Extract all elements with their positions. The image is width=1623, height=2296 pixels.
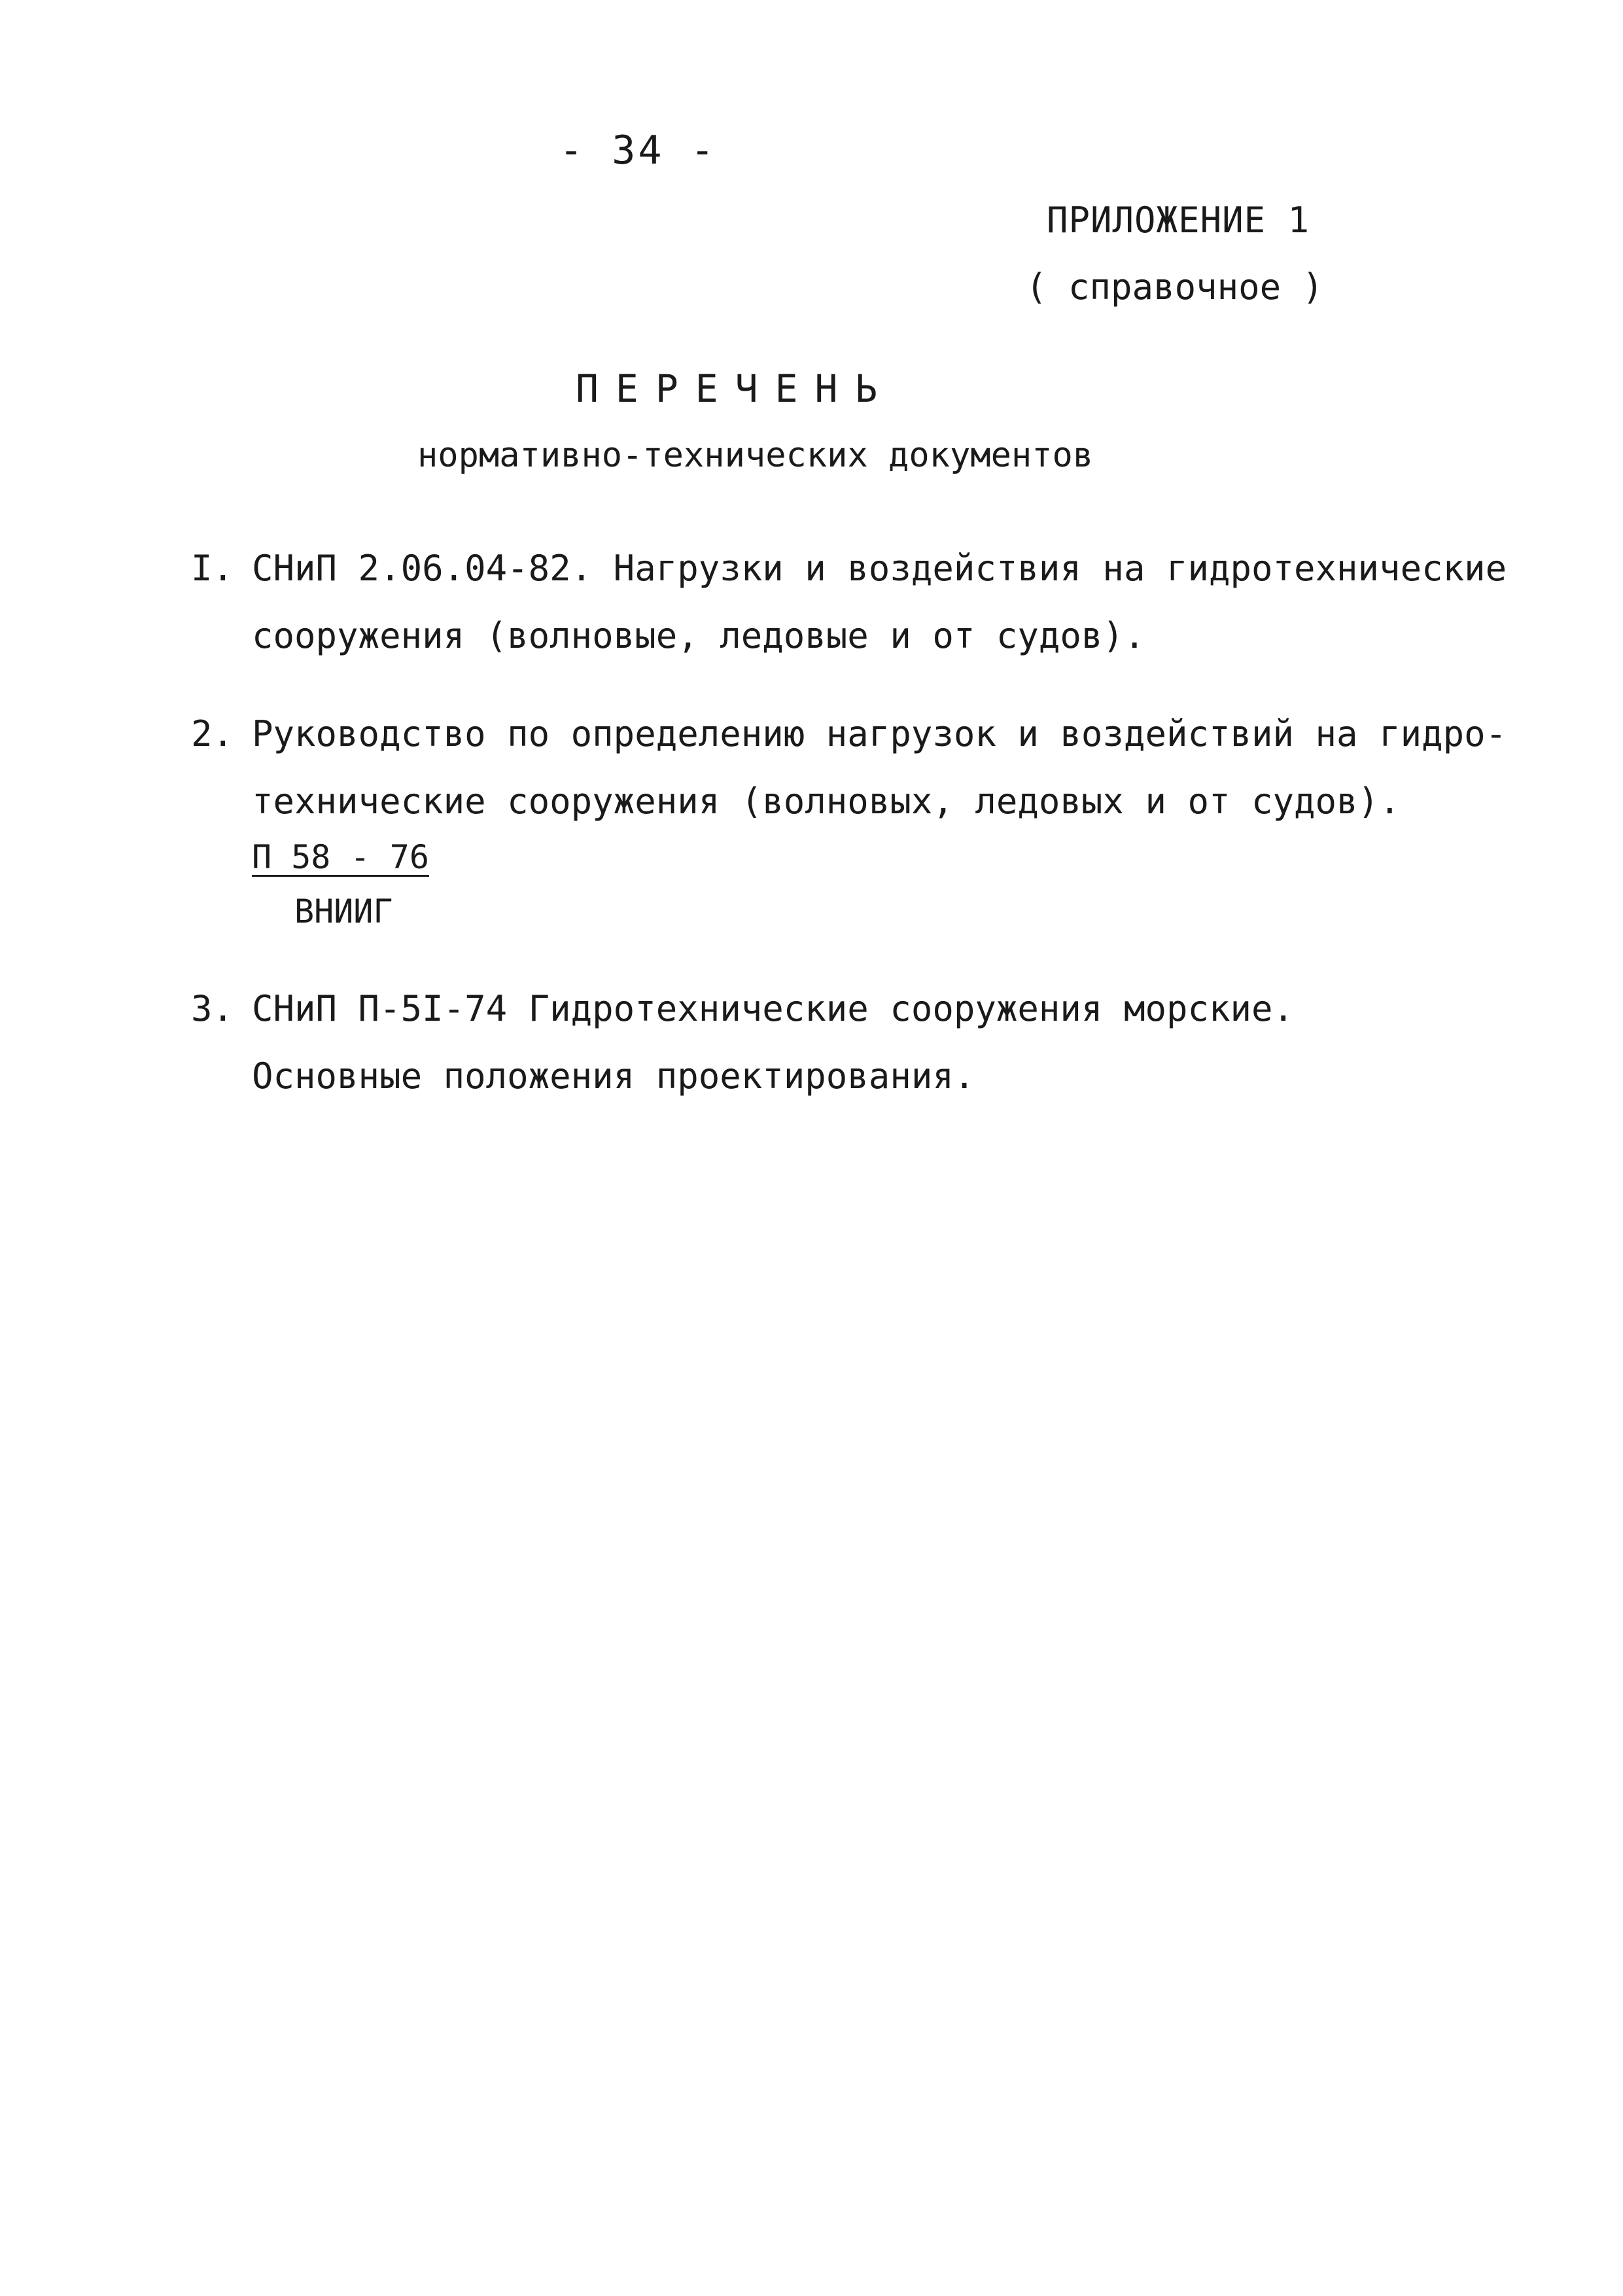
list-item-line: СНиП П-5I-74 Гидротехнические сооружения морские. bbox=[252, 988, 1295, 1029]
list-item-number: 3. bbox=[191, 988, 234, 1029]
document-title: ПЕРЕЧЕНЬ bbox=[576, 366, 895, 411]
list-item-line: сооружения (волновые, ледовые и от судов). bbox=[252, 615, 1145, 656]
list-item-line: СНиП 2.06.04-82. Нагрузки и воздействия на гидротехнические bbox=[252, 548, 1507, 589]
appendix-note: ( справочное ) bbox=[1026, 266, 1324, 308]
list-item-number: I. bbox=[191, 548, 234, 589]
list-item-line: технические сооружения (волновых, ледовых и от судов). bbox=[252, 781, 1401, 822]
list-item-line: Основные положения проектирования. bbox=[252, 1055, 975, 1097]
list-item-line: Руководство по определению нагрузок и воздействий на гидро- bbox=[252, 713, 1507, 754]
reference-organization: ВНИИГ bbox=[294, 892, 393, 930]
document-subtitle: нормативно-технических документов bbox=[417, 436, 1094, 475]
list-item-number: 2. bbox=[191, 713, 234, 754]
appendix-label: ПРИЛОЖЕНИЕ 1 bbox=[1047, 200, 1310, 241]
reference-code: П 58 - 76 bbox=[252, 838, 429, 876]
page-number: - 34 - bbox=[559, 128, 717, 173]
